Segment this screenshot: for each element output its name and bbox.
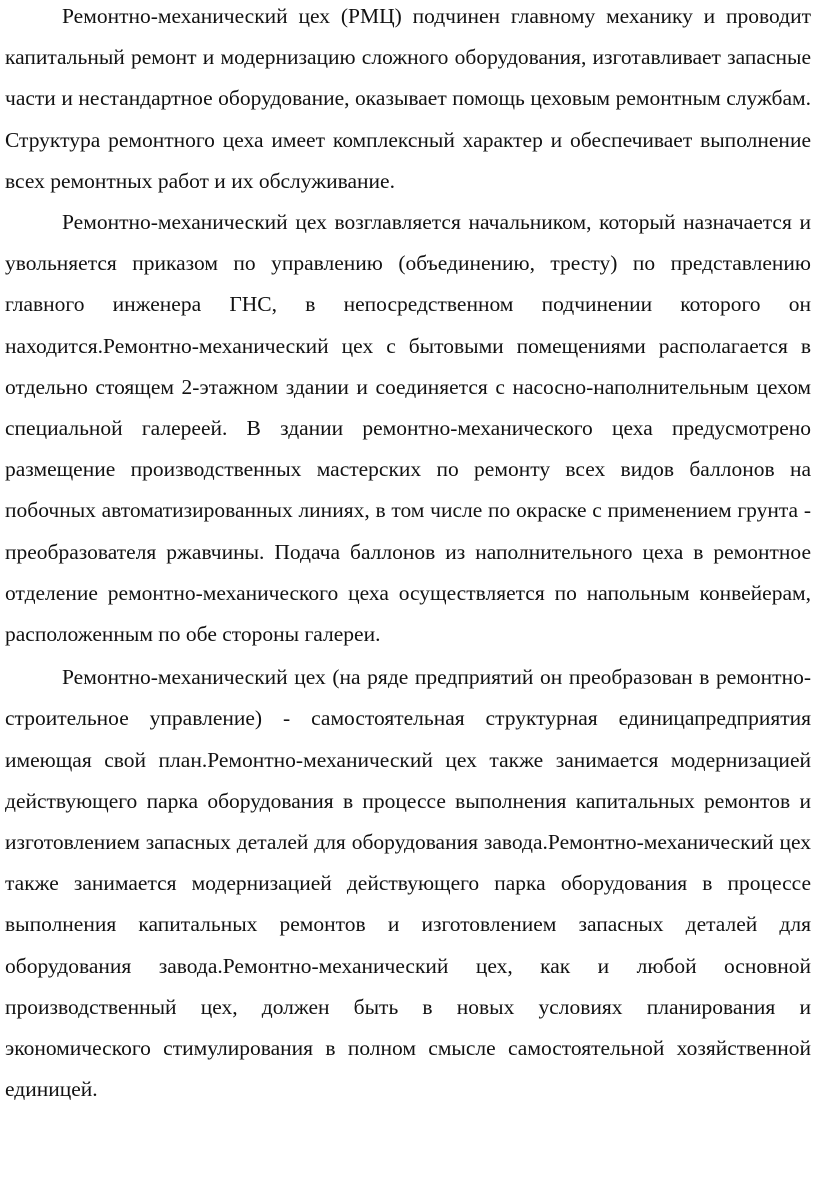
paragraph-3: Ремонтно-механический цех (на ряде предприятий он преобразован в ремонтно-строительное управление) - самостоятельная структурная единицапредприятия имеющая свой план.Ремонтно-механический цех также занимается модернизацией действующего парка оборудования в процессе выполнения капитальных ремонтов и изготовлением запасных деталей для оборудования завода.Ремонтно-механический цех также занимается модернизацией действующего парка оборудования в процессе выполнения капитальных ремонтов и изготовлением запасных деталей для оборудования завода.Ремонтно-механический цех, как и любой основной производственный цех, должен быть в новых условиях планирования и экономического стимулирования в полном смысле самостоятельной хозяйственной единицей. <box>5 665 811 1102</box>
paragraph-2: Ремонтно-механический цех возглавляется начальником, который назначается и увольняется приказом по управлению (объединению, тресту) по представлению главного инженера ГНС, в непосредственном подчинении которого он находится.Ремонтно-механический цех с бытовыми помещениями располагается в отдельно стоящем 2-этажном здании и соединяется с насосно-наполнительным цехом специальной галереей. В здании ремонтно-механического цеха предусмотрено размещение производственных мастерских по ремонту всех видов баллонов на побочных автоматизированных линиях, в том числе по окраске с применением грунта - преобразователя ржавчины. Подача баллонов из наполнительного цеха в ремонтное отделение ремонтно-механического цеха осуществляется по напольным конвейерам, расположенным по обе стороны галереи. <box>5 210 811 647</box>
paragraph-1: Ремонтно-механический цех (РМЦ) подчинен главному механику и проводит капитальный ремонт и модернизацию сложного оборудования, изготавливает запасные части и нестандартное оборудование, оказывает помощь цеховым ремонтным службам. Структура ремонтного цеха имеет комплексный характер и обеспечивает выполнение всех ремонтных работ и их обслуживание. <box>5 4 811 193</box>
